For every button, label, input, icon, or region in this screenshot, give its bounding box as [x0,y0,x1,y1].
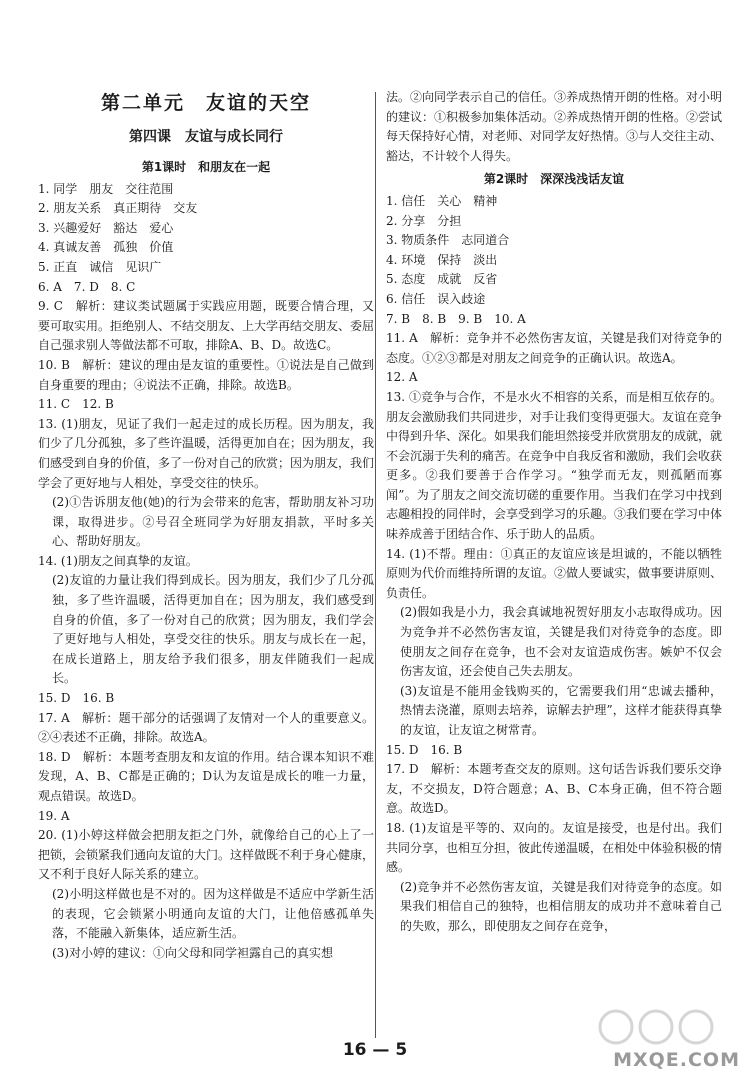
answer-item: 9. C 解析：建议类试题属于实践应用题，既要合情合理，又要可取实用。拒绝别人、不结交朋友、上大学再结交朋友、委屈自己强求别人等做法都不可取，排除A、B、D。故选C。 [38,299,375,353]
answer-item: 12. A [386,370,418,385]
answer-item: (2)假如我是小力，我会真诚地祝贺好朋友小志取得成功。因为竞争并不必然伤害友谊，关键是我们对待竞争的态度。即使朋友之间存在竞争，也不会对友谊造成伤害。嫉妒不仅会伤害友谊，还会使自己失去朋友。 [400,605,722,679]
lesson-title: 第四课 友谊与成长同行 [129,129,283,145]
left-answer-list [38,180,374,964]
answer-item: (2)①告诉朋友他(她)的行为会带来的危害，帮助朋友补习功课，取得进步。②号召全班同学为好朋友捐款，平时多关心、帮助好朋友。 [52,495,374,549]
answer-item: 17. D 解析：本题考查交友的原则。这句话告诉我们要乐交诤友，不交损友，D符合题意；A、B、C本身正确，但不符合题意。故选D。 [386,762,722,816]
answer-item: (3)友谊是不能用金钱购买的，它需要我们用“忠诚去播种，热情去浇灌，原则去培养，谅解去护理”，这样才能获得真挚的友谊，让友谊之树常青。 [400,683,722,737]
answer-item: 1. 同学 朋友 交往范围 [38,181,174,196]
right-answer-list [386,192,722,937]
answer-item: 15. D 16. B [38,691,115,706]
answer-item: 5. 态度 成就 反省 [386,272,498,287]
right-column [386,88,722,937]
answer-item: (2)竞争并不必然伤害友谊，关键是我们对待竞争的态度。如果我们相信自己的独特，也相信朋友的成功并不意味着自己的失败，那么，即使朋友之间存在竞争， [400,879,722,933]
answer-item: 4. 真诚友善 孤独 价值 [38,240,174,255]
answer-item: 1. 信任 关心 精神 [386,193,498,208]
watermark-text: MXQE.COM [613,1049,740,1071]
answer-item: 19. A [38,808,70,823]
answer-item: 13. ①竞争与合作，不是水火不相容的关系，而是相互依存的。朋友会激励我们共同进步，对手让我们变得更强大。友谊在竞争中得到升华、深化。如果我们能坦然接受并欣赏朋友的成就，就不会沉溺于失利的痛苦。在竞争中自我反省和激励，我们会收获更多。②我们要善于合作学习。“独学而无友，则孤陋而寡闻”。为了朋友之间交流切磋的重要作用。当我们在学习中找到志趣相投的同伴时，会享受到学习的乐趣。③我们要在学习中体味养成善于团结合作、乐于助人的品质。 [386,389,723,542]
period-title-1: 第1课时 和朋友在一起 [141,160,271,174]
answer-item: (3)对小婷的建议：①向父母和同学袒露自己的真实想 [52,945,334,960]
answer-item: 18. (1)友谊是平等的、双向的。友谊是接受，也是付出。我们共同分享，也相互分担，彼此传递温暖，在相处中体验积极的情感。 [386,820,723,875]
answer-item: 3. 物质条件 志同道合 [386,233,510,248]
answer-item: 17. A 解析：题干部分的话强调了友情对一个人的重要意义。②④表述不正确，排除。故选A。 [38,710,374,745]
answer-item: 6. A 7. D 8. C [38,279,136,294]
answer-item: 2. 朋友关系 真正期待 交友 [38,201,198,216]
answer-item: 3. 兴趣爱好 豁达 爱心 [38,220,174,235]
right-continued-text [386,88,722,166]
answer-item: 10. B 解析：建议的理由是友谊的重要性。①说法是自己做到自身重要的理由；④说法不正确，排除。故选B。 [38,357,374,392]
answer-item: 11. C 12. B [38,397,114,412]
answer-item: 15. D 16. B [386,742,463,757]
left-column [38,156,374,963]
answer-item: 4. 环境 保持 淡出 [386,252,498,267]
answer-item: 13. (1)朋友，见证了我们一起走过的成长历程。因为朋友，我们少了几分孤独，多了些许温暖，活得更加自在；因为朋友，我们感受到自身的价值，多了一份对自己的欣赏；因为朋友，我们学会了更好地与人相处，享受交往的快乐。 [38,416,375,490]
unit-title: 第二单元 友谊的天空 [100,92,311,114]
answer-item: 法。②向同学表示自己的信任。③养成热情开朗的性格。对小明的建议：①积极参加集体活动。②养成热情开朗的性格。②尝试每天保持好心情，对老师、对同学友好热情。③与人交往主动、豁达，不计较个人得失。 [386,90,723,163]
answer-item: 20. (1)小婷这样做会把朋友拒之门外，就像给自己的心上了一把锁，会锁紧我们通向友谊的大门。这样做既不利于身心健康，又不利于良好人际关系的建立。 [38,828,375,882]
answer-item: 14. (1)不帮。理由：①真正的友谊应该是坦诚的，不能以牺牲原则为代价而维持所谓的友谊。②做人要诚实，做事要讲原则、负责任。 [386,546,723,600]
answer-item: (2)友谊的力量让我们得到成长。因为朋友，我们少了几分孤独，多了些许温暖，活得更加自在；因为朋友，我们感受到自身的价值，多了一份对自己的欣赏；因为朋友，我们学会了更好地与人相处，享受交往的快乐。朋友与成长在一起，在成长道路上，朋友给予我们很多，朋友伴随我们一起成长。 [52,573,374,686]
answer-item: 11. A 解析：竞争并不必然伤害友谊，关键是我们对待竞争的态度。①②③都是对朋友之间竞争的正确认识。故选A。 [386,331,722,365]
answer-item: 5. 正直 诚信 见识广 [38,259,162,274]
answer-item: 7. B 8. B 9. B 10. A [386,311,526,326]
answer-item: 14. (1)朋友之间真挚的友谊。 [38,553,198,568]
page-number: 16 — 5 [342,1040,408,1060]
column-divider [375,92,376,1038]
answer-item: (2)小明这样做也是不对的。因为这样做是不适应中学新生活的表现，它会锁紧小明通向友谊的大门，让他倍感孤单失落，不能融入新集体，适应新生活。 [52,886,374,941]
answer-item: 2. 分享 分担 [386,213,462,228]
answer-item: 18. D 解析：本题考查朋友和友谊的作用。结合课本知识不难发现，A、B、C都是正确的；D认为友谊是成长的唯一力量，观点错误。故选D。 [38,749,374,803]
period-title-2: 第2课时 深深浅浅话友谊 [483,172,625,187]
answer-item: 6. 信任 误入歧途 [386,291,486,306]
